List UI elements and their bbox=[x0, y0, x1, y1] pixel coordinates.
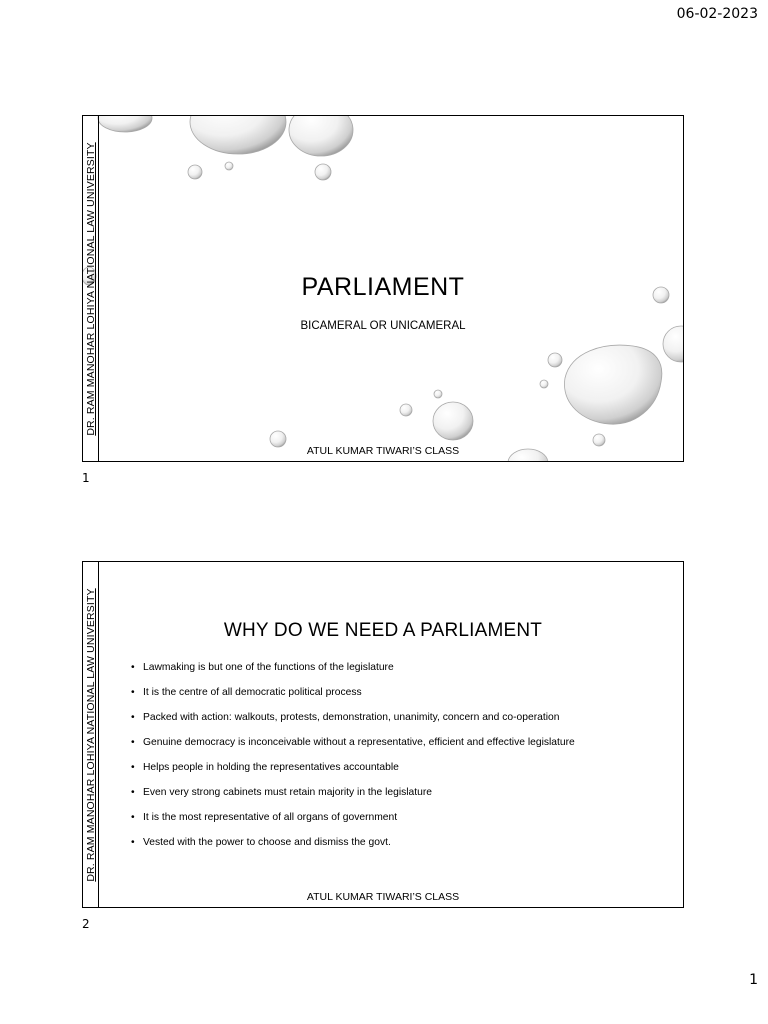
slide-1 bbox=[82, 115, 684, 462]
page-date: 06-02-2023 bbox=[676, 6, 758, 22]
slide-title: PARLIAMENT bbox=[301, 273, 465, 301]
slide-footer: ATUL KUMAR TIWARI’S CLASS bbox=[306, 445, 460, 457]
slide-number: 2 bbox=[82, 917, 90, 931]
list-item: • Genuine democracy is inconceivable without a representative, efficient and effective legislature bbox=[131, 737, 575, 748]
slide-2 bbox=[82, 561, 684, 908]
list-item-text: Packed with action: walkouts, protests, demonstration, unanimity, concern and co-operation bbox=[143, 712, 560, 723]
slide-title: WHY DO WE NEED A PARLIAMENT bbox=[223, 620, 543, 641]
list-item-text: Vested with the power to choose and dismiss the govt. bbox=[143, 837, 391, 848]
slide-footer: ATUL KUMAR TIWARI’S CLASS bbox=[306, 891, 460, 903]
list-item: • Even very strong cabinets must retain majority in the legislature bbox=[131, 787, 433, 798]
list-item: • Packed with action: walkouts, protests, demonstration, unanimity, concern and co-operation bbox=[131, 712, 560, 723]
university-side-label bbox=[83, 562, 99, 907]
list-item: • Helps people in holding the representatives accountable bbox=[131, 762, 399, 773]
list-item: • Vested with the power to choose and dismiss the govt. bbox=[131, 837, 391, 848]
slide-subtitle: BICAMERAL OR UNICAMERAL bbox=[300, 320, 466, 332]
list-item-text: Even very strong cabinets must retain majority in the legislature bbox=[143, 787, 433, 798]
list-item-text: It is the most representative of all organs of government bbox=[143, 812, 398, 823]
list-item-text: Lawmaking is but one of the functions of the legislature bbox=[143, 662, 394, 673]
list-item-text: Helps people in holding the representatives accountable bbox=[143, 762, 399, 773]
university-name: DR. RAM MANOHAR LOHIYA NATIONAL LAW UNIVERSITY bbox=[84, 141, 97, 436]
slide-number: 1 bbox=[82, 471, 90, 485]
page-number: 1 bbox=[749, 972, 758, 988]
list-item: • It is the centre of all democratic political process bbox=[131, 687, 362, 698]
list-item: • Lawmaking is but one of the functions of the legislature bbox=[131, 662, 394, 673]
university-name: DR. RAM MANOHAR LOHIYA NATIONAL LAW UNIVERSITY bbox=[84, 587, 97, 882]
list-item-text: It is the centre of all democratic political process bbox=[143, 687, 362, 698]
list-item-text: Genuine democracy is inconceivable without a representative, efficient and effective legislature bbox=[143, 737, 575, 748]
bullet-list bbox=[131, 655, 575, 855]
list-item: • It is the most representative of all organs of government bbox=[131, 812, 398, 823]
